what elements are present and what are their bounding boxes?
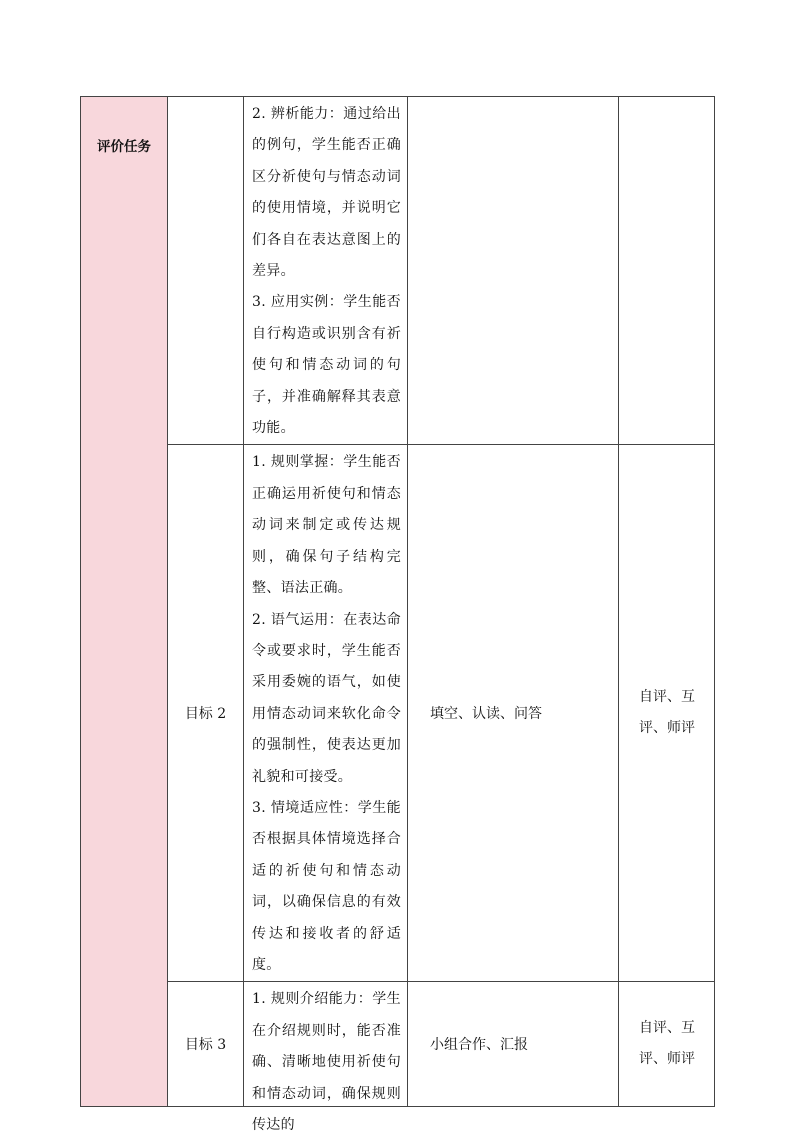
table-row xyxy=(81,982,715,1107)
method-cell: 填空、认读、问答 xyxy=(408,445,619,982)
content-cell xyxy=(244,445,408,982)
goal-cell xyxy=(168,97,244,445)
criterion-text: 2. 辨析能力：通过给出的例句，学生能否正确区分祈使句与情态动词的使用情境，并说明它们各自在表达意图上的差异。 xyxy=(252,106,401,280)
criterion-text: 3. 情境适应性：学生能否根据具体情境选择合适的祈使句和情态动词，以确保信息的有效传达和接收者的舒适度。 xyxy=(252,799,401,973)
table-row xyxy=(81,445,715,982)
criterion-text: 3. 应用实例：学生能否自行构造或识别含有祈使句和情态动词的句子，并准确解释其表意功能。 xyxy=(252,294,401,437)
criterion-text: 1. 规则介绍能力：学生在介绍规则时，能否准确、清晰地使用祈使句和情态动词，确保规则传达的 xyxy=(252,991,401,1133)
category-cell xyxy=(81,97,168,1107)
criterion-text: 1. 规则掌握：学生能否正确运用祈使句和情态动词来制定或传达规则，确保句子结构完整、语法正确。 xyxy=(252,454,401,597)
evaluation-cell xyxy=(619,97,715,445)
method-cell xyxy=(408,97,619,445)
table-row xyxy=(81,97,715,445)
category-label: 评价任务 xyxy=(97,139,151,155)
evaluation-cell: 自评、互评、师评 xyxy=(619,445,715,982)
evaluation-table xyxy=(80,96,715,1133)
goal-cell: 目标 3 xyxy=(168,982,244,1107)
goal-cell: 目标 2 xyxy=(168,445,244,982)
criterion-text: 2. 语气运用：在表达命令或要求时，学生能否采用委婉的语气，如使用情态动词来软化命令的强制性，使表达更加礼貌和可接受。 xyxy=(252,611,401,785)
evaluation-cell: 自评、互评、师评 xyxy=(619,982,715,1107)
content-cell xyxy=(244,97,408,445)
method-cell: 小组合作、汇报 xyxy=(408,982,619,1107)
content-cell xyxy=(244,982,408,1133)
